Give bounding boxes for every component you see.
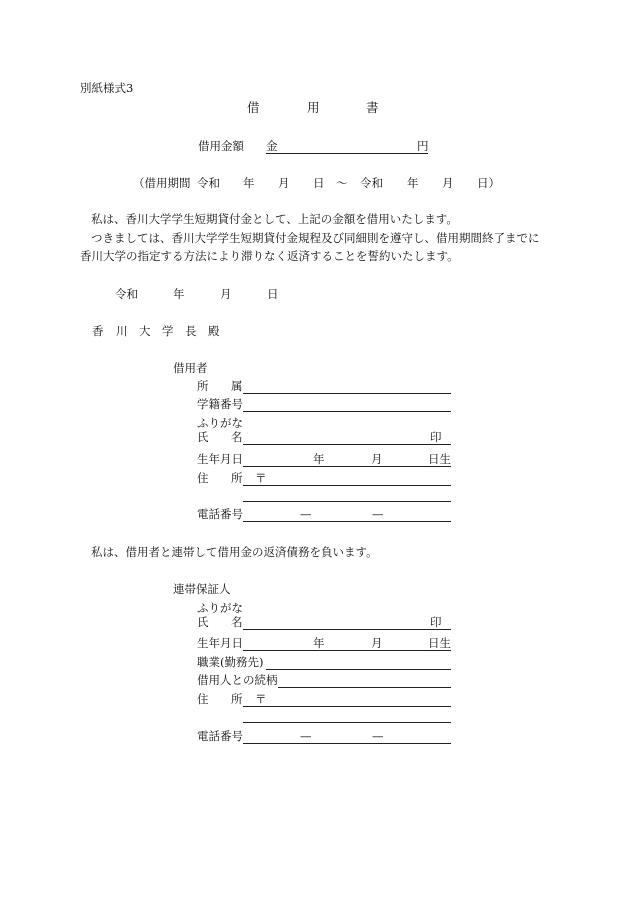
affiliation-label-1: 所 xyxy=(197,379,209,393)
borrower-birth-month: 月 xyxy=(371,452,383,466)
guarantor-birth-month: 月 xyxy=(371,636,383,650)
affiliation-field[interactable] xyxy=(243,379,451,394)
borrower-address-field[interactable] xyxy=(243,471,451,486)
borrower-phone-field[interactable] xyxy=(243,507,451,522)
title-char: 借 xyxy=(247,100,260,115)
period-era-start: 令和 xyxy=(197,176,220,190)
guarantor-birth-label: 生年月日 xyxy=(197,636,243,650)
guarantor-name-label-2: 名 xyxy=(231,615,243,629)
guarantor-postal-mark: 〒 xyxy=(255,692,267,706)
body-line: つきましては、香川大学学生短期貸付金規程及び同細則を遵守し、借用期間終了までに xyxy=(91,231,540,245)
affiliation-label-2: 属 xyxy=(231,379,243,393)
borrower-postal-mark: 〒 xyxy=(255,471,267,485)
body-line: 香川大学の指定する方法により滞りなく返済することを誓約いたします。 xyxy=(80,249,459,263)
period-year-start: 年 xyxy=(243,176,255,190)
guarantor-birth-day: 日生 xyxy=(428,636,451,650)
borrower-name-field[interactable] xyxy=(243,430,451,445)
borrower-birth-field[interactable] xyxy=(243,452,451,467)
guarantor-relation-field[interactable] xyxy=(278,673,451,688)
student-number-label: 学籍番号 xyxy=(197,397,243,411)
borrower-seal: 印 xyxy=(430,430,442,444)
addressee-char: 長 xyxy=(185,324,197,338)
guarantor-occupation-label: 職業(勤務先) xyxy=(197,655,264,669)
student-number-field[interactable] xyxy=(243,397,451,412)
guarantor-address-field-2[interactable] xyxy=(243,708,451,723)
guarantor-phone-field[interactable] xyxy=(243,729,451,744)
addressee-char: 殿 xyxy=(208,324,220,338)
period-month-start: 月 xyxy=(278,176,290,190)
guarantor-address-label-1: 住 xyxy=(197,692,209,706)
addressee-char: 香 xyxy=(92,324,104,338)
borrower-furigana-label: ふりがな xyxy=(197,416,243,430)
borrower-address-field-2[interactable] xyxy=(243,487,451,502)
borrower-name-label-2: 名 xyxy=(231,430,243,444)
borrower-address-label-2: 所 xyxy=(231,471,243,485)
guarantor-birth-year: 年 xyxy=(313,636,325,650)
period-era-end: 令和 xyxy=(360,176,383,190)
borrower-phone-label: 電話番号 xyxy=(197,507,243,521)
guarantor-address-field[interactable] xyxy=(243,692,451,707)
period-tilde: ～ xyxy=(336,176,348,190)
amount-suffix: 円 xyxy=(417,139,429,153)
amount-label: 借用金額 xyxy=(198,139,244,153)
period-year-end: 年 xyxy=(407,176,419,190)
guarantor-phone-dash: — xyxy=(300,729,312,743)
borrower-phone-dash: — xyxy=(300,507,312,521)
title-char: 書 xyxy=(366,100,379,115)
period-close: 日） xyxy=(477,176,500,190)
period-month-end: 月 xyxy=(442,176,454,190)
amount-prefix: 金 xyxy=(266,139,278,153)
guarantor-heading: 連帯保証人 xyxy=(173,582,231,596)
borrower-heading: 借用者 xyxy=(173,361,208,375)
guarantor-birth-field[interactable] xyxy=(243,636,451,651)
date-year: 年 xyxy=(173,287,185,301)
addressee-char: 川 xyxy=(116,324,128,338)
borrower-birth-year: 年 xyxy=(313,452,325,466)
borrower-name-label-1: 氏 xyxy=(197,430,209,444)
guarantor-name-label-1: 氏 xyxy=(197,615,209,629)
guarantor-occupation-field[interactable] xyxy=(266,655,451,670)
addressee-char: 大 xyxy=(139,324,151,338)
guarantor-seal: 印 xyxy=(430,615,442,629)
guarantor-phone-label: 電話番号 xyxy=(197,729,243,743)
guarantor-furigana-label: ふりがな xyxy=(197,601,243,615)
guarantor-address-label-2: 所 xyxy=(231,692,243,706)
borrower-phone-dash: — xyxy=(372,507,384,521)
title-char: 用 xyxy=(307,100,320,115)
date-month: 月 xyxy=(220,287,232,301)
period-open: （借用期間 xyxy=(133,176,191,190)
amount-field[interactable] xyxy=(266,139,428,154)
guarantor-relation-label: 借用人との続柄 xyxy=(197,673,278,687)
guarantee-statement: 私は、借用者と連帯して借用金の返済債務を負います。 xyxy=(91,545,378,559)
guarantor-phone-dash: — xyxy=(372,729,384,743)
form-number: 別紙様式3 xyxy=(80,81,134,95)
addressee-char: 学 xyxy=(162,324,174,338)
period-day-start: 日 xyxy=(313,176,325,190)
body-line: 私は、香川大学学生短期貸付金として、上記の金額を借用いたします。 xyxy=(91,212,458,226)
date-era: 令和 xyxy=(115,287,138,301)
guarantor-name-field[interactable] xyxy=(243,615,451,630)
borrower-address-label-1: 住 xyxy=(197,471,209,485)
date-day: 日 xyxy=(267,287,279,301)
borrower-birth-day: 日生 xyxy=(428,452,451,466)
borrower-birth-label: 生年月日 xyxy=(197,452,243,466)
